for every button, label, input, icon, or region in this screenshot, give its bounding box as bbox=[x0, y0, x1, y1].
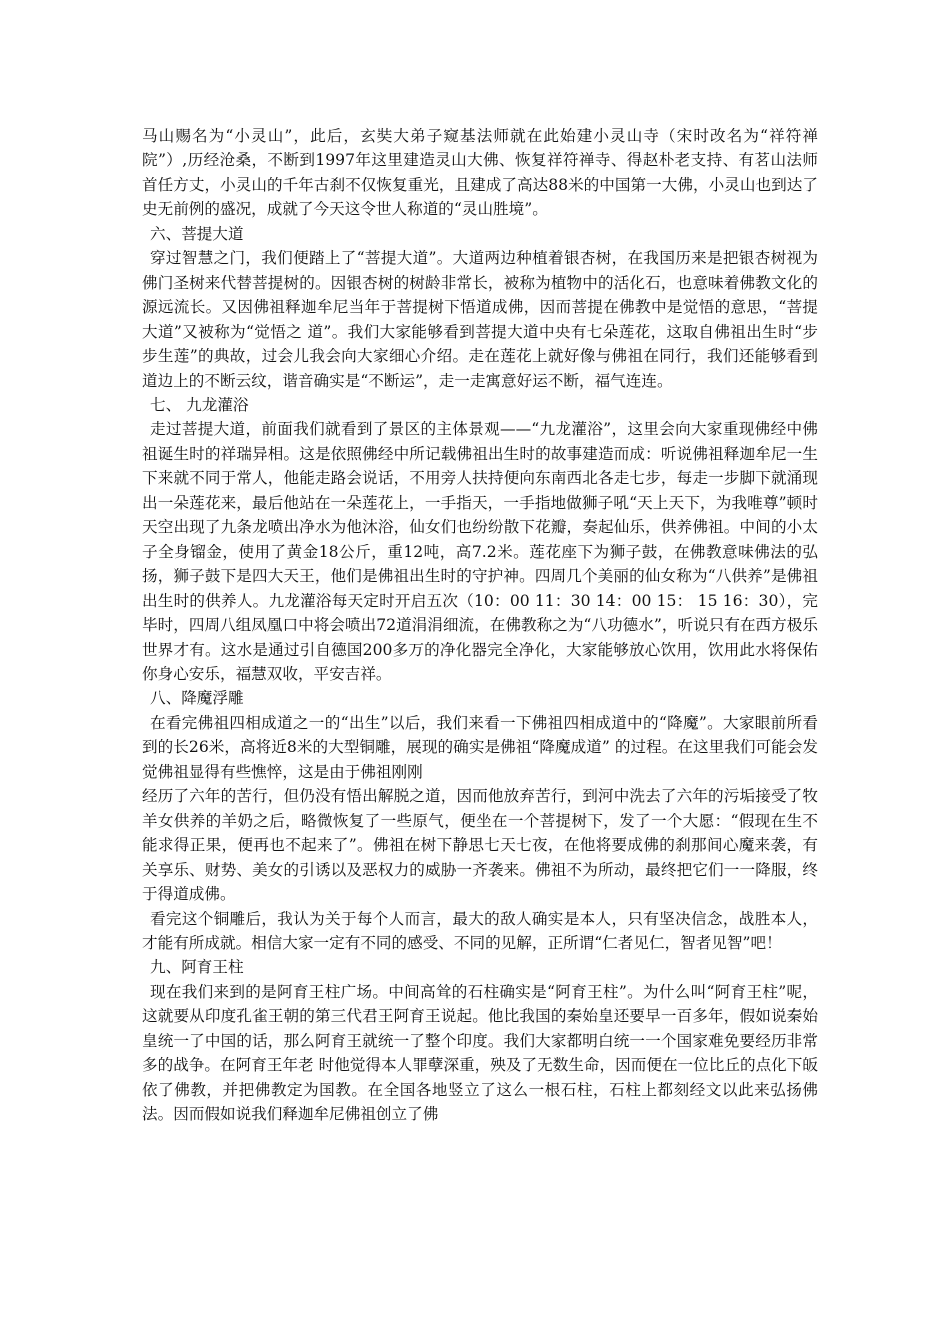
section-heading-nine-dragons: 七、 九龙灌浴 bbox=[150, 395, 249, 414]
paragraph-lingshan-origin: 马山赐名为“小灵山”，此后，玄奘大弟子窥基法师就在此始建小灵山寺（宋时改名为“祥符禅院”）,历经沧桑，不断到1997年这里建造灵山大佛、恢复祥符禅寺、得赵朴老支持、有茗山法师首任方丈，小灵山的千年古刹不仅恢复重光，且建成了高达88米的中国第一大佛，小灵山也到达了史无前例的盛况，成就了今天这令世人称道的“灵山胜境”。 bbox=[142, 127, 818, 219]
section-heading-demon-relief: 八、降魔浮雕 bbox=[150, 689, 244, 708]
paragraph-bodhi-avenue: 穿过智慧之门，我们便踏上了“菩提大道”。大道两边种植着银杏树，在我国历来是把银杏树视为佛门圣树来代替菩提树的。因银杏树的树龄非常长，被称为植物中的活化石，也意味着佛教文化的源远流长。又因佛祖释迦牟尼当年于菩提树下悟道成佛，因而菩提在佛教中是觉悟的意思，“菩提大道”又被称为“觉悟之 道”。我们大家能够看到菩提大道中央有七朵莲花，这取自佛祖出生时“步步生莲”的典故，过会儿我会向大家细心介绍。走在莲花上就好像与佛祖在同行，我们还能够看到道边上的不断云纹，谐音确实是“不断运”，走一走寓意好运不断，福气连连。 bbox=[142, 249, 818, 390]
paragraph-ashoka-pillar: 现在我们来到的是阿育王柱广场。中间高耸的石柱确实是“阿育王柱”。为什么叫“阿育王柱”呢，这就要从印度孔雀王朝的第三代君王阿育王说起。他比我国的秦始皇还要早一百多年，假如说秦始皇统一了中国的话，那么阿育王就统一了整个印度。我们大家都明白统一一个国家难免要经历非常多的战争。在阿育王年老 时他觉得本人罪孽深重，殃及了无数生命，因而便在一位比丘的点化下皈依了佛教，并把佛教定为国教。在全国各地竖立了这么一根石柱，石柱上都刻经文以此来弘扬佛法。因而假如说我们释迦牟尼佛祖创立了佛 bbox=[142, 982, 818, 1124]
section-heading-bodhi-avenue: 六、菩提大道 bbox=[150, 224, 244, 243]
paragraph-demon-relief-story: 经历了六年的苦行，但仍没有悟出解脱之道，因而他放弃苦行，到河中洗去了六年的污垢接受了牧羊女供养的羊奶之后，略微恢复了一些原气，便坐在一个菩提树下，发了一个大愿：“假现在生不能求得正果，便再也不起来了”。佛祖在树下静思七天七夜，在他将要成佛的刹那间心魔来袭，有关享乐、财势、美女的引诱以及恶权力的威胁一齐袭来。佛祖不为所动，最终把它们一一降服，终于得道成佛。 bbox=[142, 787, 818, 904]
section-heading-ashoka-pillar: 九、阿育王柱 bbox=[150, 958, 244, 977]
paragraph-demon-relief-intro: 在看完佛祖四相成道之一的“出生”以后，我们来看一下佛祖四相成道中的“降魔”。大家眼前所看到的长26米，高将近8米的大型铜雕，展现的确实是佛祖“降魔成道” 的过程。在这里我们可能会发觉佛祖显得有些憔悴，这是由于佛祖刚刚 bbox=[142, 713, 818, 781]
paragraph-nine-dragons: 走过菩提大道，前面我们就看到了景区的主体景观——“九龙灌浴”，这里会向大家重现佛经中佛祖诞生时的祥瑞异相。这是依照佛经中所记载佛祖出生时的故事建造而成：听说佛祖释迦牟尼一生下来就不同于常人，他能走路会说话，不用旁人扶持便向东南西北各走七步，每走一步脚下就涌现出一朵莲花来，最后他站在一朵莲花上，一手指天，一手指地做狮子吼“天上天下，为我唯尊”顿时天空出现了九条龙喷出净水为他沐浴，仙女们也纷纷散下花瓣，奏起仙乐，供养佛祖。中间的小太子全身镏金，使用了黄金18公斤，重12吨，高7.2米。莲花座下为狮子鼓，在佛教意味佛法的弘扬，狮子鼓下是四大天王，他们是佛祖出生时的守护神。四周几个美丽的仙女称为“八供养”是佛祖出生时的供养人。九龙灌浴每天定时开启五次（10：00 11：30 14：00 15： 15 16：30），完毕时，四周八组凤凰口中将会喷出72道涓涓细流，在佛教称之为“八功德水”，听说只有在西方极乐世界才有。这水是通过引自德国200多万的净化器完全净化，大家能够放心饮用，饮用此水将保佑你身心安乐，福慧双收，平安吉祥。 bbox=[142, 420, 818, 683]
document-body bbox=[142, 124, 818, 1127]
paragraph-demon-relief-reflection: 看完这个铜雕后，我认为关于每个人而言，最大的敌人确实是本人，只有坚决信念，战胜本人，才能有所成就。相信大家一定有不同的感受、不同的见解，正所谓“仁者见仁，智者见智”吧！ bbox=[142, 909, 818, 952]
